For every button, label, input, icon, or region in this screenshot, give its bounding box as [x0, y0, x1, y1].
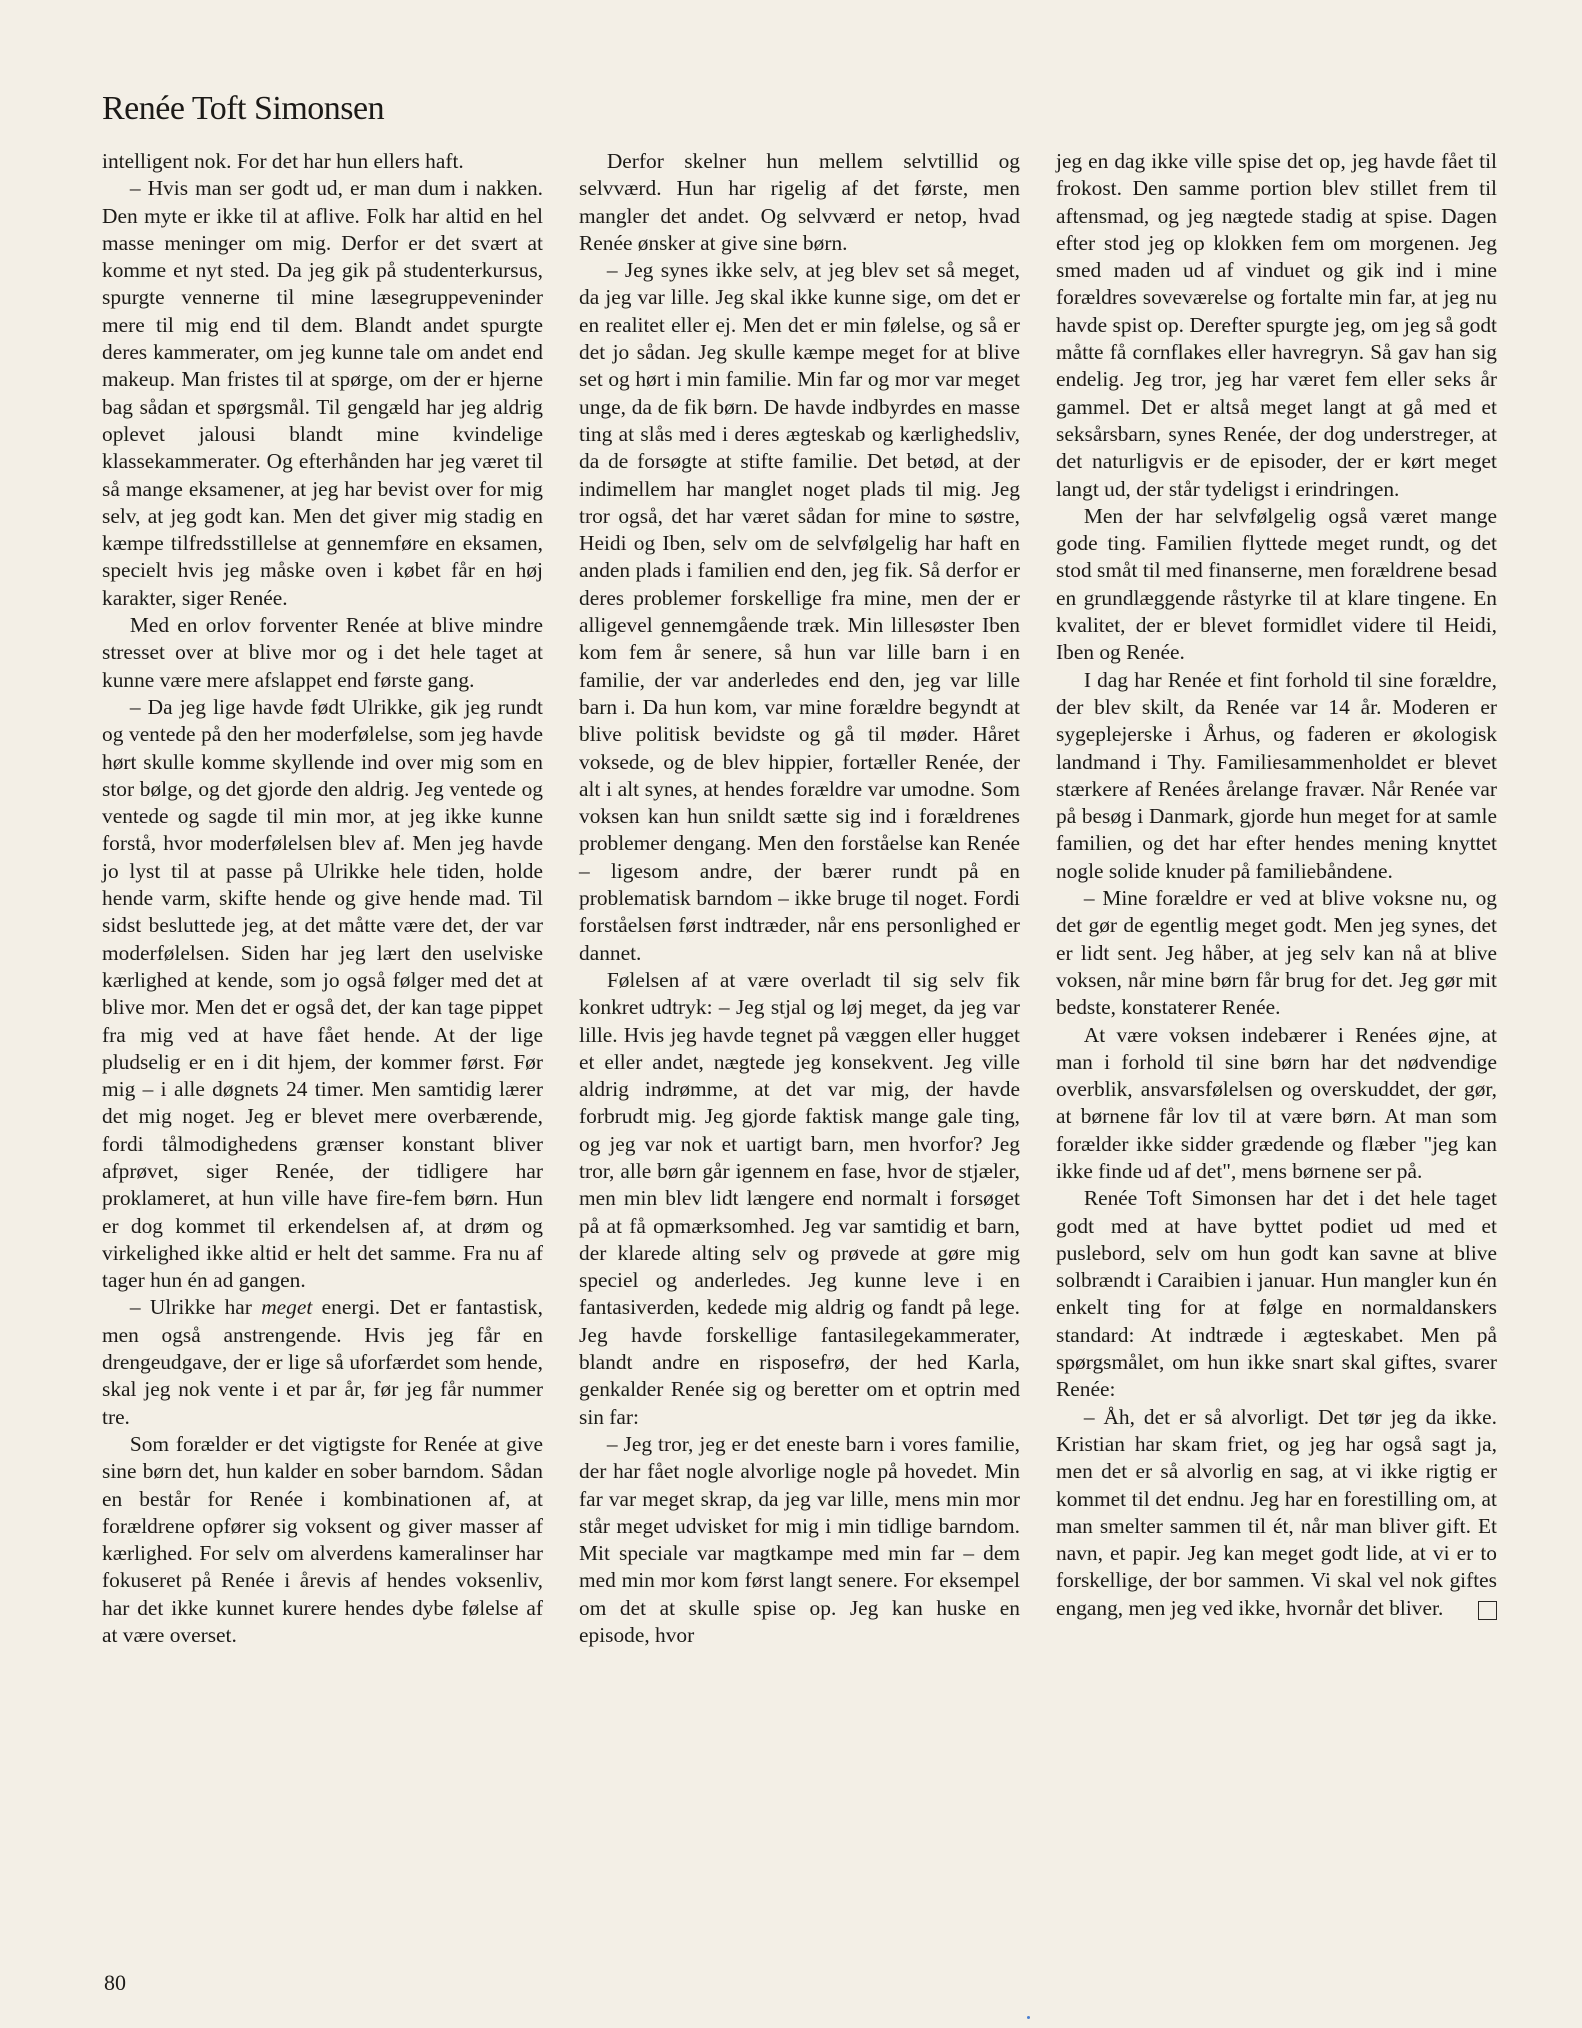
paragraph: – Mine forældre er ved at blive voksne nu, og det gør de egentlig meget godt. Men jeg synes, det er lidt sent. Jeg håber, at jeg selv kan nå at blive voksen, når mine børn får brug for det. Jeg gør mit bedste, konstaterer Renée.: [1056, 886, 1497, 1020]
paragraph: – Ulrikke har meget energi. Det er fantastisk, men også anstrengende. Hvis jeg får en drengeudgave, der er lige så uforfærdet som hende, skal jeg nok vente i et par år, før jeg får nummer tre.: [102, 1295, 543, 1429]
paragraph: Men der har selvfølgelig også været mange gode ting. Familien flyttede meget rundt, og det stod småt til med finanserne, men forældrene besad en grundlæggende råstyrke til at klare tingene. En kvalitet, der er blevet formidlet videre til Heidi, Iben og Renée.: [1056, 503, 1497, 665]
column-3: [1056, 148, 1497, 1938]
emphasis: meget: [261, 1295, 313, 1320]
paragraph: – Jeg tror, jeg er det eneste barn i vores familie, der har fået nogle alvorlige nogle på hovedet. Min far var meget skrap, da jeg var lille, mens min mor står meget udvisket for mig i min tidlige barndom. Mit speciale var magtkampe med min far – dem med min mor kom først langt senere. For eksempel om det at skulle spise op. Jeg kan huske en episode, hvor: [579, 1431, 1020, 1648]
end-of-article-box-icon: [1478, 1601, 1497, 1620]
paragraph: – Jeg synes ikke selv, at jeg blev set så meget, da jeg var lille. Jeg skal ikke kunne sige, om det er en realitet eller ej. Men det er min følelse, og så er det jo sådan. Jeg skulle kæmpe meget for at blive set og hørt i min familie. Min far og mor var meget unge, da de fik børn. De havde indbyrdes en masse ting at slås med i deres ægteskab og kærlighedsliv, da de forsøgte at stifte familie. Det betød, at der indimellem har manglet noget plads til mig. Jeg tror også, det har været sådan for mine to søstre, Heidi og Iben, selv om de selvfølgelig har haft en anden plads i familien end den, jeg fik. Så derfor er deres problemer forskellige fra mine, men der er alligevel gennemgående træk. Min lillesøster Iben kom fem år senere, så hun var lille barn i en familie, der var anderledes end den, jeg var lille barn i. Da hun kom, var mine forældre begyndt at blive politisk bevidste og gå til møder. Håret voksede, og de blev hippier, fortæller Renée, der alt i alt synes, at hendes forældre var umodne. Som voksen kan hun snildt sætte sig ind i forældrenes problemer dengang. Men den forståelse kan Renée – ligesom andre, der bærer rundt på en problematisk barndom – ikke bruge til noget. Fordi forståelsen først indtræder, når ens personlighed er dannet.: [579, 258, 1020, 965]
paragraph: Følelsen af at være overladt til sig selv fik konkret udtryk: – Jeg stjal og løj meget, da jeg var lille. Hvis jeg havde tegnet på væggen eller hugget et eller andet, nægtede jeg konsekvent. Jeg ville aldrig indrømme, at det var mig, der havde forbrudt mig. Jeg gjorde faktisk mange gale ting, og jeg var nok et uartigt barn, men hvorfor? Jeg tror, alle børn går igennem en fase, hvor de stjæler, men min blev lidt længere end normalt i forsøget på at få opmærksomhed. Jeg var samtidig et barn, der klarede alting selv og prøvede at gøre mig speciel og anderledes. Jeg kunne leve i en fantasiverden, kedede mig aldrig og fandt på lege. Jeg havde forskellige fantasilegekammerater, blandt andre en risposefrø, der hed Karla, genkalder Renée sig og beretter om et optrin med sin far:: [579, 967, 1020, 1429]
article-columns: [102, 148, 1497, 1938]
paragraph: intelligent nok. For det har hun ellers haft.: [102, 149, 464, 173]
paragraph: Som forælder er det vigtigste for Renée at give sine børn det, hun kalder en sober barndom. Sådan en består for Renée i kombinationen af, at forældrene opfører sig voksent og giver masser af kærlighed. For selv om alverdens kameralinser har fokuseret på Renée i årevis af hendes voksenliv, har det ikke kunnet kurere hendes dybe følelse af at være overset.: [102, 1431, 543, 1648]
paragraph: [1056, 1404, 1497, 1622]
paragraph: Derfor skelner hun mellem selvtillid og selvværd. Hun har rigelig af det første, men mangler det andet. Og selvværd er netop, hvad Renée ønsker at give sine børn.: [579, 149, 1020, 255]
paragraph: – Hvis man ser godt ud, er man dum i nakken. Den myte er ikke til at aflive. Folk har altid en hel masse meninger om mig. Derfor er det svært at komme et nyt sted. Da jeg gik på studenterkursus, spurgte vennerne til mine læsegruppeveninder mere til mig end til dem. Blandt andet spurgte deres kammerater, om jeg kunne tale om andet end makeup. Man fristes til at spørge, om der er hjerne bag sådan et spørgsmål. Til gengæld har jeg aldrig oplevet jalousi blandt mine kvindelige klassekammerater. Og efterhånden har jeg været til så mange eksamener, at jeg har bevist over for mig selv, at jeg godt kan. Men det giver mig stadig en kæmpe tilfredsstillelse at gennemføre en eksamen, specielt hvis jeg måske oven i købet får en høj karakter, siger Renée.: [102, 176, 543, 610]
article-header-name: Renée Toft Simonsen: [102, 90, 385, 127]
paragraph: Med en orlov forventer Renée at blive mindre stresset over at blive mor og i det hele taget at kunne være mere afslappet end første gang.: [102, 613, 543, 692]
page-number: 80: [104, 1970, 126, 1995]
paragraph-text: – Åh, det er så alvorligt. Det tør jeg da ikke. Kristian har skam friet, og jeg har også sagt ja, men det er så alvorlig en sag, at vi ikke rigtig er kommet til det endnu. Jeg har en forestilling om, at man smelter sammen til ét, når man bliver gift. Et navn, et papir. Jeg kan meget godt lide, at vi er to forskellige, der bor sammen. Vi skal vel nok giftes engang, men jeg ved ikke, hvornår det bliver.: [1056, 1404, 1497, 1620]
paragraph: – Da jeg lige havde født Ulrikke, gik jeg rundt og ventede på den her moderfølelse, som jeg havde hørt skulle komme skyllende ind over mig som en stor bølge, og det gjorde den aldrig. Jeg ventede og ventede og sagde til min mor, at jeg ikke kunne forstå, hvor moderfølelsen blev af. Men jeg havde jo lyst til at passe på Ulrikke hele tiden, holde hende varm, skifte hende og give hende mad. Til sidst besluttede jeg, at det måtte være det, der var moderfølelsen. Siden har jeg lært den uselviske kærlighed at kende, som jo også følger med det at blive mor. Men det er også det, der kan tage pippet fra mig ved at have fået hende. At der lige pludselig er en i dit hjem, der kommer først. Før mig – i alle døgnets 24 timer. Men samtidig lærer det mig noget. Jeg er blevet mere overbærende, fordi tålmodighedens grænser konstant bliver afprøvet, siger Renée, der tidligere har proklameret, at hun ville have fire-fem børn. Hun er dog kommet til erkendelsen af, at drøm og virkelighed ikke altid er helt det samme. Fra nu af tager hun én ad gangen.: [102, 694, 543, 1293]
scan-speck: [1027, 2016, 1030, 2019]
column-2: [579, 148, 1020, 1938]
paragraph: I dag har Renée et fint forhold til sine forældre, der blev skilt, da Renée var 14 år. Moderen er sygeplejerske i Århus, og faderen er økologisk landmand i Thy. Familiesammenholdet er blevet stærkere af Renées årelange fravær. Når Renée var på besøg i Danmark, gjorde hun meget for at samle familien, og det har efter hendes mening knyttet nogle solide knuder på familiebåndene.: [1056, 667, 1497, 883]
paragraph: jeg en dag ikke ville spise det op, jeg havde fået til frokost. Den samme portion blev stillet frem til aftensmad, og jeg nægtede stadig at spise. Dagen efter stod jeg op klokken fem om morgenen. Jeg smed maden ud af vinduet og gik ind i mine forældres soveværelse og fortalte min far, at jeg nu havde spist op. Derefter spurgte jeg, om jeg så godt måtte få cornflakes eller havregryn. Så gav han sig endelig. Jeg tror, jeg har været fem eller seks år gammel. Det er altså meget langt at gå med et seksårsbarn, synes Renée, der dog understreger, at det naturligvis er de episoder, der er kørt meget langt ud, der står tydeligst i erindringen.: [1056, 149, 1497, 501]
column-1: [102, 148, 543, 1938]
paragraph: Renée Toft Simonsen har det i det hele taget godt med at have byttet podiet ud med et puslebord, selv om hun godt kan savne at blive solbrændt i Caraibien i januar. Hun mangler kun én enkelt ting for at følge en normaldanskers standard: At indtræde i ægteskabet. Men på spørgsmålet, om hun ikke snart skal giftes, svarer Renée:: [1056, 1186, 1497, 1402]
paragraph: At være voksen indebærer i Renées øjne, at man i forhold til sine børn har det nødvendige overblik, ansvarsfølelsen og overskuddet, der gør, at børnene får lov til at være børn. At man som forælder ikke sidder grædende og flæber "jeg kan ikke finde ud af det", mens børnene ser på.: [1056, 1022, 1497, 1183]
